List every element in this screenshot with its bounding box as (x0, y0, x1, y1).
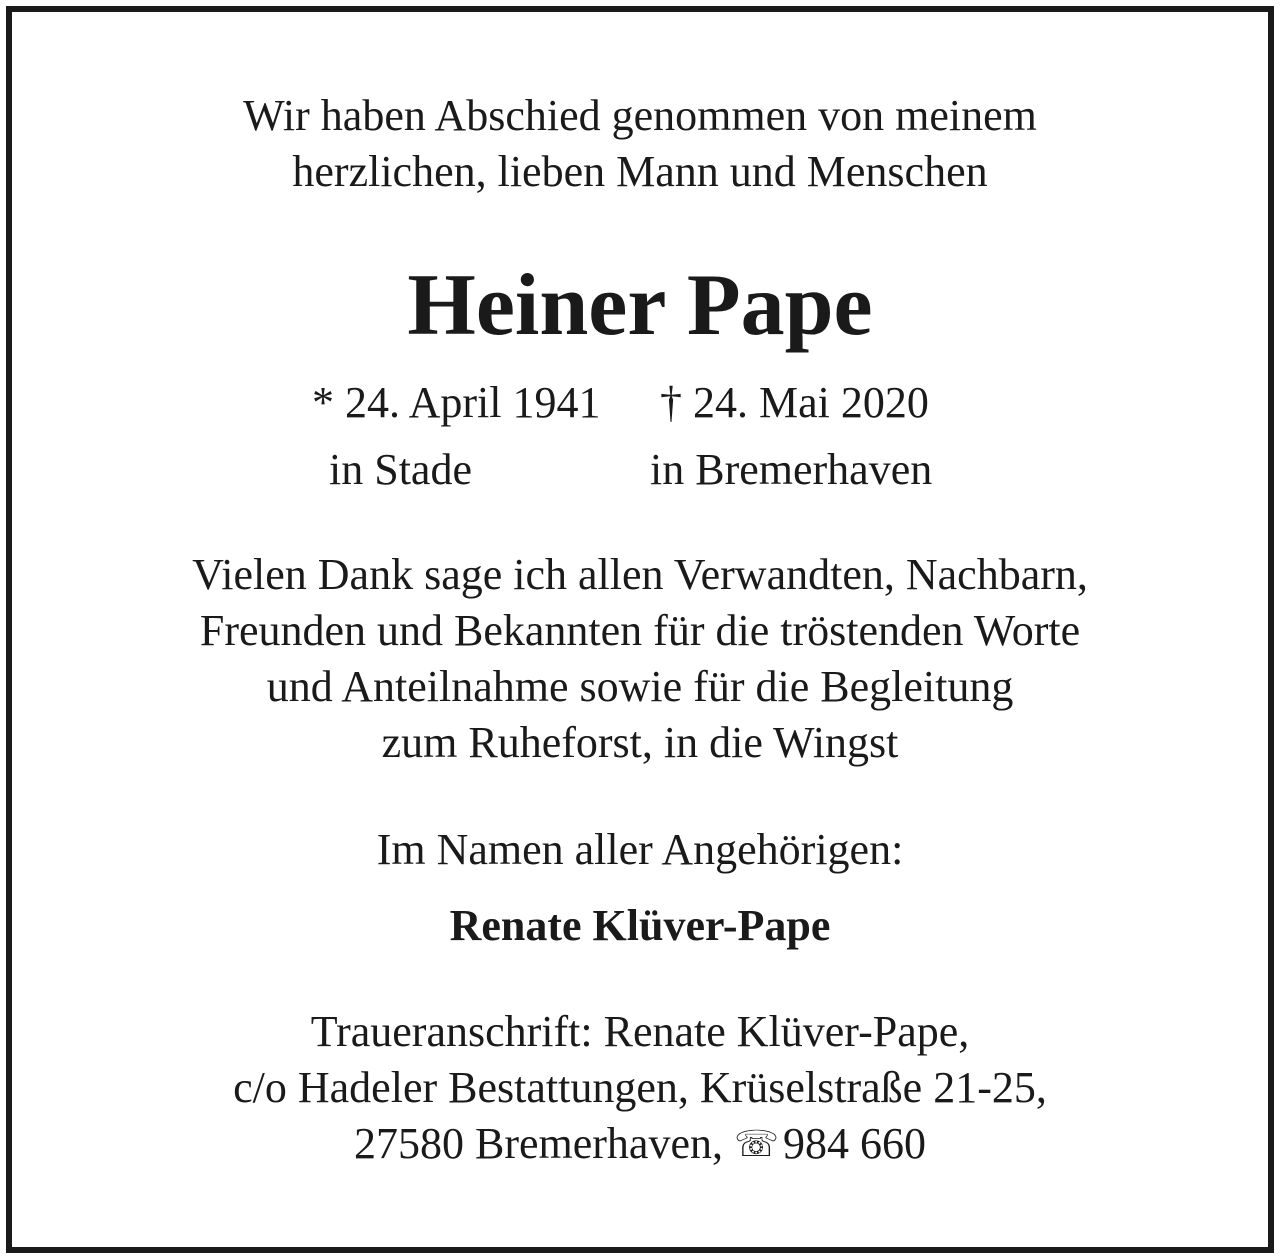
death-place: in Bremerhaven (650, 445, 933, 494)
intro-line-2: herzlichen, lieben Mann und Menschen (292, 147, 988, 196)
intro-line-1: Wir haben Abschied genommen von meinem (243, 91, 1037, 140)
thanks-line-1: Vielen Dank sage ich allen Verwandten, Nachbarn, (192, 550, 1088, 599)
signoff-text: Im Namen aller Angehörigen: (376, 825, 904, 874)
death-date: † 24. Mai 2020 (660, 378, 929, 427)
birth-date: * 24. April 1941 (312, 378, 601, 427)
address-city: 27580 Bremerhaven, (353, 1119, 723, 1168)
signer-name: Renate Klüver-Pape (449, 901, 831, 950)
phone-number: 984 660 (783, 1119, 927, 1168)
address-line-3 (0, 1119, 1280, 1168)
deceased-name: Heiner Pape (407, 257, 873, 354)
address-line-2: c/o Hadeler Bestattungen, Krüselstraße 21-25, (233, 1063, 1047, 1112)
telephone-icon: ☏ (733, 1124, 780, 1165)
address-line-1: Traueranschrift: Renate Klüver-Pape, (310, 1007, 970, 1056)
thanks-line-4: zum Ruheforst, in die Wingst (381, 718, 899, 767)
thanks-line-3: und Anteilnahme sowie für die Begleitung (266, 662, 1014, 711)
birth-place: in Stade (329, 445, 472, 494)
thanks-line-2: Freunden und Bekannten für die tröstenden Worte (199, 606, 1081, 655)
